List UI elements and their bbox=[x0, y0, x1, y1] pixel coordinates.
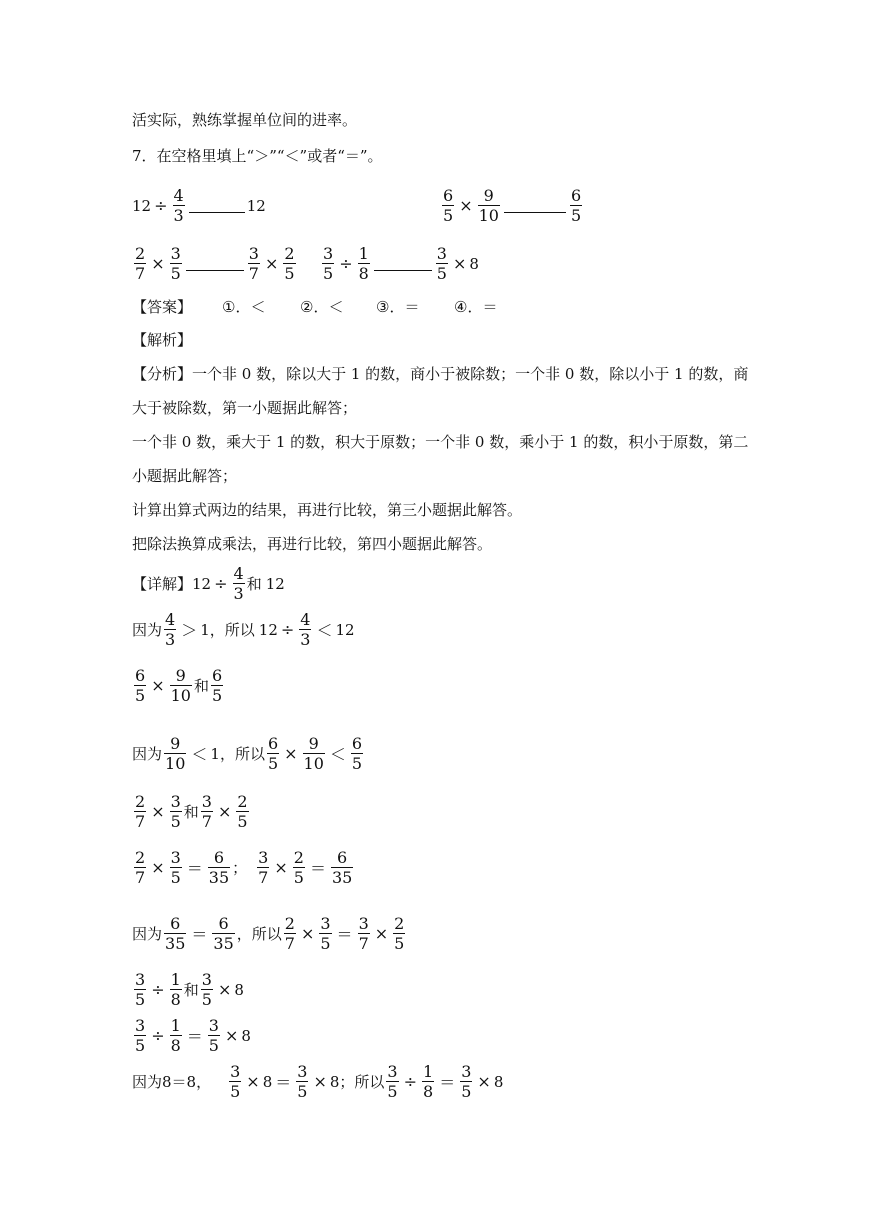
times-sign: × bbox=[264, 254, 279, 273]
detail-8 bbox=[132, 970, 244, 1009]
fraction-3-5: $\frac{3}{5}$ bbox=[387, 1062, 398, 1101]
problem-3 bbox=[132, 244, 298, 283]
answer-blank[interactable] bbox=[186, 256, 244, 271]
detail-5 bbox=[132, 792, 251, 831]
so-word: ，所以 bbox=[219, 745, 265, 763]
fraction-6-5: $\frac{6}{5}$ bbox=[443, 186, 454, 225]
fraction-9-10: $\frac{9}{10}$ bbox=[165, 734, 186, 773]
less-sign: ＜ bbox=[316, 621, 333, 640]
fraction-4-3: $\frac{4}{3}$ bbox=[233, 564, 244, 603]
fraction-6-35: $\frac{6}{35}$ bbox=[165, 914, 186, 953]
number: 8 bbox=[241, 1026, 251, 1045]
answer-3: ③．＝ bbox=[376, 298, 420, 316]
times-sign: × bbox=[274, 858, 288, 877]
detail-3 bbox=[132, 666, 225, 705]
equals-sign: ＝ bbox=[336, 925, 353, 944]
times-sign: × bbox=[459, 196, 473, 215]
number: 8 bbox=[493, 1072, 504, 1091]
number: 12 bbox=[265, 574, 285, 593]
analysis-line-3: 一个非 0 数，乘大于 1 的数，积大于原数；一个非 0 数，乘小于 1 的数，积小于原数，第二 bbox=[132, 433, 749, 451]
number: 12 bbox=[258, 620, 278, 639]
analysis-line-2: 大于被除数，第一小题据此解答； bbox=[132, 399, 358, 417]
fraction-3-5: $\frac{3}{5}$ bbox=[135, 970, 146, 1009]
detail-4 bbox=[132, 734, 365, 773]
number: 12 bbox=[192, 574, 212, 593]
fraction-3-5: $\frac{3}{5}$ bbox=[323, 244, 334, 283]
problem-2 bbox=[440, 186, 584, 225]
fraction-2-7: $\frac{2}{7}$ bbox=[135, 792, 146, 831]
equals-sign: ＝ bbox=[275, 1073, 292, 1092]
semicolon: ； bbox=[232, 859, 248, 877]
times-sign: × bbox=[477, 1072, 491, 1091]
equals-sign: ＝ bbox=[191, 925, 208, 944]
because-word: 因为 bbox=[132, 621, 163, 639]
equals-sign: ＝ bbox=[439, 1073, 456, 1092]
answer-4: ④．＝ bbox=[454, 298, 498, 316]
times-sign: × bbox=[374, 924, 389, 943]
less-sign: ＜ bbox=[329, 745, 346, 764]
fraction-6-5: $\frac{6}{5}$ bbox=[351, 734, 363, 773]
times-sign: × bbox=[452, 254, 467, 273]
detail-7 bbox=[132, 914, 407, 953]
fraction-6-5: $\frac{6}{5}$ bbox=[135, 666, 146, 705]
analysis-line-6: 把除法换算成乘法，再进行比较，第四小题据此解答。 bbox=[132, 535, 493, 553]
fraction-6-35: $\frac{6}{35}$ bbox=[331, 848, 353, 887]
fraction-4-3: $\frac{4}{3}$ bbox=[173, 186, 184, 225]
equals-sign: ＝ bbox=[309, 859, 326, 878]
problem-4 bbox=[320, 244, 479, 283]
fraction-3-5: $\frac{3}{5}$ bbox=[461, 1062, 472, 1101]
fraction-3-7: $\frac{3}{7}$ bbox=[201, 792, 212, 831]
and-word: 和 bbox=[246, 575, 262, 593]
fraction-1-8: $\frac{1}{8}$ bbox=[170, 1016, 181, 1055]
fraction-6-5: $\frac{6}{5}$ bbox=[570, 186, 582, 225]
analysis-heading: 【解析】 bbox=[132, 331, 193, 349]
fraction-3-5: $\frac{3}{5}$ bbox=[201, 970, 212, 1009]
fraction-2-5: $\frac{2}{5}$ bbox=[237, 792, 248, 831]
fraction-3-5: $\frac{3}{5}$ bbox=[208, 1016, 219, 1055]
fraction-6-5: $\frac{6}{5}$ bbox=[211, 666, 223, 705]
so-word: ；所以 bbox=[339, 1073, 385, 1091]
times-sign: × bbox=[151, 676, 165, 695]
because-word: 因为 bbox=[132, 925, 163, 943]
fraction-3-5: $\frac{3}{5}$ bbox=[170, 792, 181, 831]
fraction-4-3: $\frac{4}{3}$ bbox=[300, 610, 311, 649]
answer-label: 【答案】 bbox=[132, 298, 193, 316]
number: 1 bbox=[200, 620, 210, 639]
fraction-3-5: $\frac{3}{5}$ bbox=[230, 1062, 241, 1101]
fraction-6-35: $\frac{6}{35}$ bbox=[213, 914, 234, 953]
fraction-6-35: $\frac{6}{35}$ bbox=[208, 848, 230, 887]
answer-2: ②．＜ bbox=[300, 298, 344, 316]
times-sign: × bbox=[151, 254, 165, 273]
fraction-2-7: $\frac{2}{7}$ bbox=[135, 244, 146, 283]
so-word: ，所以 bbox=[209, 621, 255, 639]
and-word: 和 bbox=[183, 981, 199, 999]
divide-sign: ÷ bbox=[280, 620, 295, 639]
fraction-3-5: $\frac{3}{5}$ bbox=[436, 244, 447, 283]
fraction-2-7: $\frac{2}{7}$ bbox=[284, 914, 295, 953]
number: 1 bbox=[210, 744, 220, 763]
answer-1: ①．＜ bbox=[222, 298, 266, 316]
because-word: 因为 bbox=[132, 1073, 163, 1091]
problem-1 bbox=[132, 186, 266, 225]
fraction-9-10: $\frac{9}{10}$ bbox=[170, 666, 191, 705]
fraction-2-7: $\frac{2}{7}$ bbox=[135, 848, 146, 887]
fraction-3-7: $\frac{3}{7}$ bbox=[258, 848, 269, 887]
number: 8 bbox=[234, 980, 244, 999]
fraction-4-3: $\frac{4}{3}$ bbox=[165, 610, 176, 649]
so-word: ，所以 bbox=[236, 925, 282, 943]
times-sign: × bbox=[246, 1072, 260, 1091]
divide-sign: ÷ bbox=[339, 254, 353, 273]
fraction-1-8: $\frac{1}{8}$ bbox=[170, 970, 181, 1009]
analysis-line-5: 计算出算式两边的结果，再进行比较，第三小题据此解答。 bbox=[132, 501, 523, 519]
detail-10 bbox=[132, 1062, 503, 1101]
and-word: 和 bbox=[193, 677, 209, 695]
number: 12 bbox=[335, 620, 355, 639]
detail-2 bbox=[132, 610, 355, 649]
answer-blank[interactable] bbox=[189, 198, 245, 213]
fraction-1-8: $\frac{1}{8}$ bbox=[423, 1062, 434, 1101]
fraction-2-5: $\frac{2}{5}$ bbox=[293, 848, 304, 887]
fraction-3-7: $\frac{3}{7}$ bbox=[358, 914, 369, 953]
fraction-3-5: $\frac{3}{5}$ bbox=[170, 244, 181, 283]
fraction-9-10: $\frac{9}{10}$ bbox=[303, 734, 324, 773]
number: 8 bbox=[469, 254, 479, 273]
number: 8 bbox=[329, 1072, 340, 1091]
times-sign: × bbox=[284, 744, 298, 763]
divide-sign: ÷ bbox=[151, 980, 165, 999]
times-sign: × bbox=[224, 1026, 239, 1045]
answer-blank[interactable] bbox=[374, 256, 432, 271]
because-word: 因为 bbox=[132, 745, 163, 763]
number: 12 bbox=[132, 196, 152, 215]
fraction-3-5: $\frac{3}{5}$ bbox=[320, 914, 331, 953]
divide-sign: ÷ bbox=[403, 1072, 418, 1091]
fraction-2-5: $\frac{2}{5}$ bbox=[394, 914, 405, 953]
fraction-3-5: $\frac{3}{5}$ bbox=[170, 848, 181, 887]
fraction-6-5: $\frac{6}{5}$ bbox=[267, 734, 279, 773]
fraction-3-7: $\frac{3}{7}$ bbox=[248, 244, 259, 283]
divide-sign: ÷ bbox=[151, 1026, 165, 1045]
text-line-1: 活实际，熟练掌握单位间的进率。 bbox=[132, 111, 358, 129]
number: 12 bbox=[246, 196, 266, 215]
eight-equals-eight: 8＝8， bbox=[162, 1073, 212, 1091]
and-word: 和 bbox=[183, 803, 199, 821]
divide-sign: ÷ bbox=[214, 574, 228, 593]
equals-sign: ＝ bbox=[186, 859, 203, 878]
times-sign: × bbox=[217, 980, 232, 999]
detail-6 bbox=[132, 848, 355, 887]
times-sign: × bbox=[217, 802, 232, 821]
times-sign: × bbox=[300, 924, 315, 943]
detail-1 bbox=[132, 564, 285, 603]
greater-sign: ＞ bbox=[181, 621, 198, 640]
fraction-3-5: $\frac{3}{5}$ bbox=[135, 1016, 146, 1055]
detail-9 bbox=[132, 1016, 251, 1055]
analysis-line-1: 【分析】一个非 0 数，除以大于 1 的数，商小于被除数；一个非 0 数，除以小于 1 的数，商 bbox=[132, 365, 749, 383]
times-sign: × bbox=[313, 1072, 327, 1091]
divide-sign: ÷ bbox=[154, 196, 168, 215]
fraction-3-5: $\frac{3}{5}$ bbox=[297, 1062, 308, 1101]
fraction-9-10: $\frac{9}{10}$ bbox=[478, 186, 499, 225]
fraction-2-5: $\frac{2}{5}$ bbox=[284, 244, 295, 283]
question-7: 7．在空格里填上“＞”“＜”或者“＝”。 bbox=[132, 147, 383, 165]
times-sign: × bbox=[151, 802, 165, 821]
equals-sign: ＝ bbox=[186, 1027, 203, 1046]
times-sign: × bbox=[151, 858, 165, 877]
analysis-line-4: 小题据此解答； bbox=[132, 467, 238, 485]
number: 8 bbox=[262, 1072, 273, 1091]
less-sign: ＜ bbox=[191, 745, 208, 764]
answer-blank[interactable] bbox=[504, 198, 566, 213]
fraction-1-8: $\frac{1}{8}$ bbox=[358, 244, 369, 283]
detail-heading: 【详解】 bbox=[132, 575, 193, 593]
